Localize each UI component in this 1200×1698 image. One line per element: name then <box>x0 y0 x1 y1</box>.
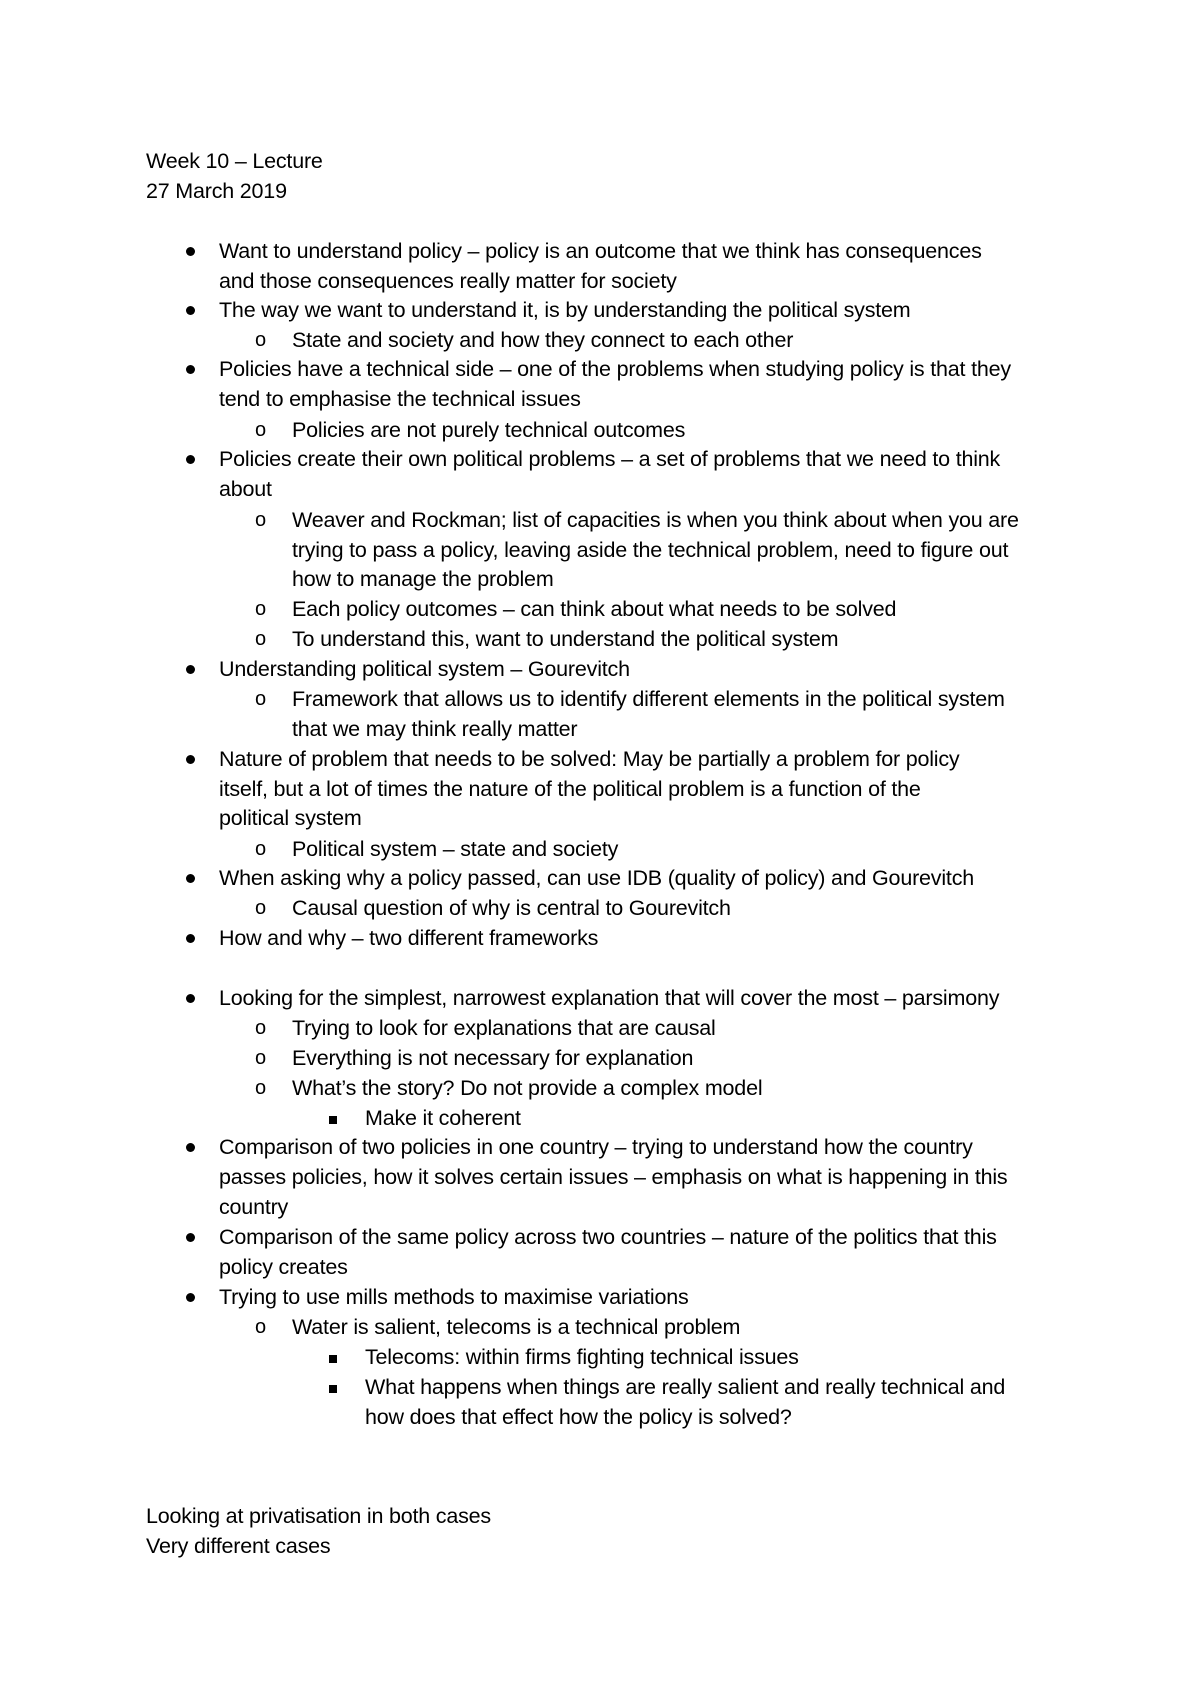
bullet-square-icon <box>329 1355 337 1363</box>
bullet-dot-icon <box>186 994 195 1003</box>
bullet-dot-icon <box>186 755 195 764</box>
list-item-continuation: about <box>219 477 272 501</box>
footer-line: Very different cases <box>146 1534 331 1558</box>
list-item: Want to understand policy – policy is an outcome that we think has consequences <box>219 239 982 263</box>
list-item-continuation: policy creates <box>219 1255 348 1279</box>
list-item: Understanding political system – Gourevitch <box>219 657 630 681</box>
list-item: Comparison of two policies in one country – trying to understand how the country <box>219 1135 973 1159</box>
footer-line: Looking at privatisation in both cases <box>146 1504 491 1528</box>
bullet-dot-icon <box>186 874 195 883</box>
list-item-continuation: how to manage the problem <box>292 567 554 591</box>
list-item: Framework that allows us to identify different elements in the political system <box>292 687 1005 711</box>
bullet-dot-icon <box>186 1233 195 1242</box>
bullet-circle-icon: o <box>255 1316 267 1338</box>
list-item-continuation: country <box>219 1195 289 1219</box>
list-item: Looking for the simplest, narrowest explanation that will cover the most – parsimony <box>219 986 1000 1010</box>
list-item-continuation: how does that effect how the policy is solved? <box>365 1405 792 1429</box>
bullet-dot-icon <box>186 934 195 943</box>
list-item: Everything is not necessary for explanation <box>292 1046 694 1070</box>
bullet-circle-icon: o <box>255 1017 267 1039</box>
document-title: Week 10 – Lecture <box>146 149 323 173</box>
list-item: Each policy outcomes – can think about what needs to be solved <box>292 597 897 621</box>
list-item-continuation: trying to pass a policy, leaving aside the technical problem, need to figure out <box>292 538 1009 562</box>
bullet-circle-icon: o <box>255 897 267 919</box>
list-item: What happens when things are really salient and really technical and <box>365 1375 1006 1399</box>
bullet-circle-icon: o <box>255 1077 267 1099</box>
bullet-square-icon <box>329 1385 337 1393</box>
bullet-circle-icon: o <box>255 628 267 650</box>
bullet-circle-icon: o <box>255 688 267 710</box>
list-item: Water is salient, telecoms is a technical problem <box>292 1315 741 1339</box>
bullet-dot-icon <box>186 665 195 674</box>
bullet-dot-icon <box>186 455 195 464</box>
list-item: Weaver and Rockman; list of capacities is when you think about when you are <box>292 508 1019 532</box>
list-item: Political system – state and society <box>292 837 619 861</box>
list-item-continuation: tend to emphasise the technical issues <box>219 387 581 411</box>
bullet-dot-icon <box>186 1143 195 1152</box>
bullet-dot-icon <box>186 306 195 315</box>
list-item: How and why – two different frameworks <box>219 926 599 950</box>
list-item: Policies have a technical side – one of the problems when studying policy is that they <box>219 357 1011 381</box>
list-item-continuation: passes policies, how it solves certain issues – emphasis on what is happening in this <box>219 1165 1008 1189</box>
document-date: 27 March 2019 <box>146 179 287 203</box>
list-item: State and society and how they connect to each other <box>292 328 794 352</box>
bullet-dot-icon <box>186 247 195 256</box>
bullet-circle-icon: o <box>255 838 267 860</box>
bullet-circle-icon: o <box>255 419 267 441</box>
bullet-circle-icon: o <box>255 329 267 351</box>
list-item-continuation: and those consequences really matter for society <box>219 269 677 293</box>
list-item: The way we want to understand it, is by understanding the political system <box>219 298 911 322</box>
list-item-continuation: itself, but a lot of times the nature of the political problem is a function of the <box>219 777 921 801</box>
list-item: Trying to look for explanations that are causal <box>292 1016 716 1040</box>
list-item: Make it coherent <box>365 1106 521 1130</box>
bullet-circle-icon: o <box>255 509 267 531</box>
bullet-square-icon <box>329 1116 337 1124</box>
list-item-continuation: that we may think really matter <box>292 717 578 741</box>
list-item: To understand this, want to understand the political system <box>292 627 839 651</box>
bullet-dot-icon <box>186 1293 195 1302</box>
list-item: What’s the story? Do not provide a complex model <box>292 1076 763 1100</box>
list-item: Policies are not purely technical outcomes <box>292 418 686 442</box>
list-item: Nature of problem that needs to be solved: May be partially a problem for policy <box>219 747 960 771</box>
bullet-circle-icon: o <box>255 598 267 620</box>
list-item-continuation: political system <box>219 806 362 830</box>
bullet-circle-icon: o <box>255 1047 267 1069</box>
bullet-dot-icon <box>186 365 195 374</box>
list-item: Comparison of the same policy across two countries – nature of the politics that this <box>219 1225 997 1249</box>
list-item: Causal question of why is central to Gourevitch <box>292 896 731 920</box>
list-item: When asking why a policy passed, can use IDB (quality of policy) and Gourevitch <box>219 866 974 890</box>
list-item: Trying to use mills methods to maximise variations <box>219 1285 689 1309</box>
list-item: Policies create their own political problems – a set of problems that we need to think <box>219 447 1001 471</box>
list-item: Telecoms: within firms fighting technical issues <box>365 1345 799 1369</box>
